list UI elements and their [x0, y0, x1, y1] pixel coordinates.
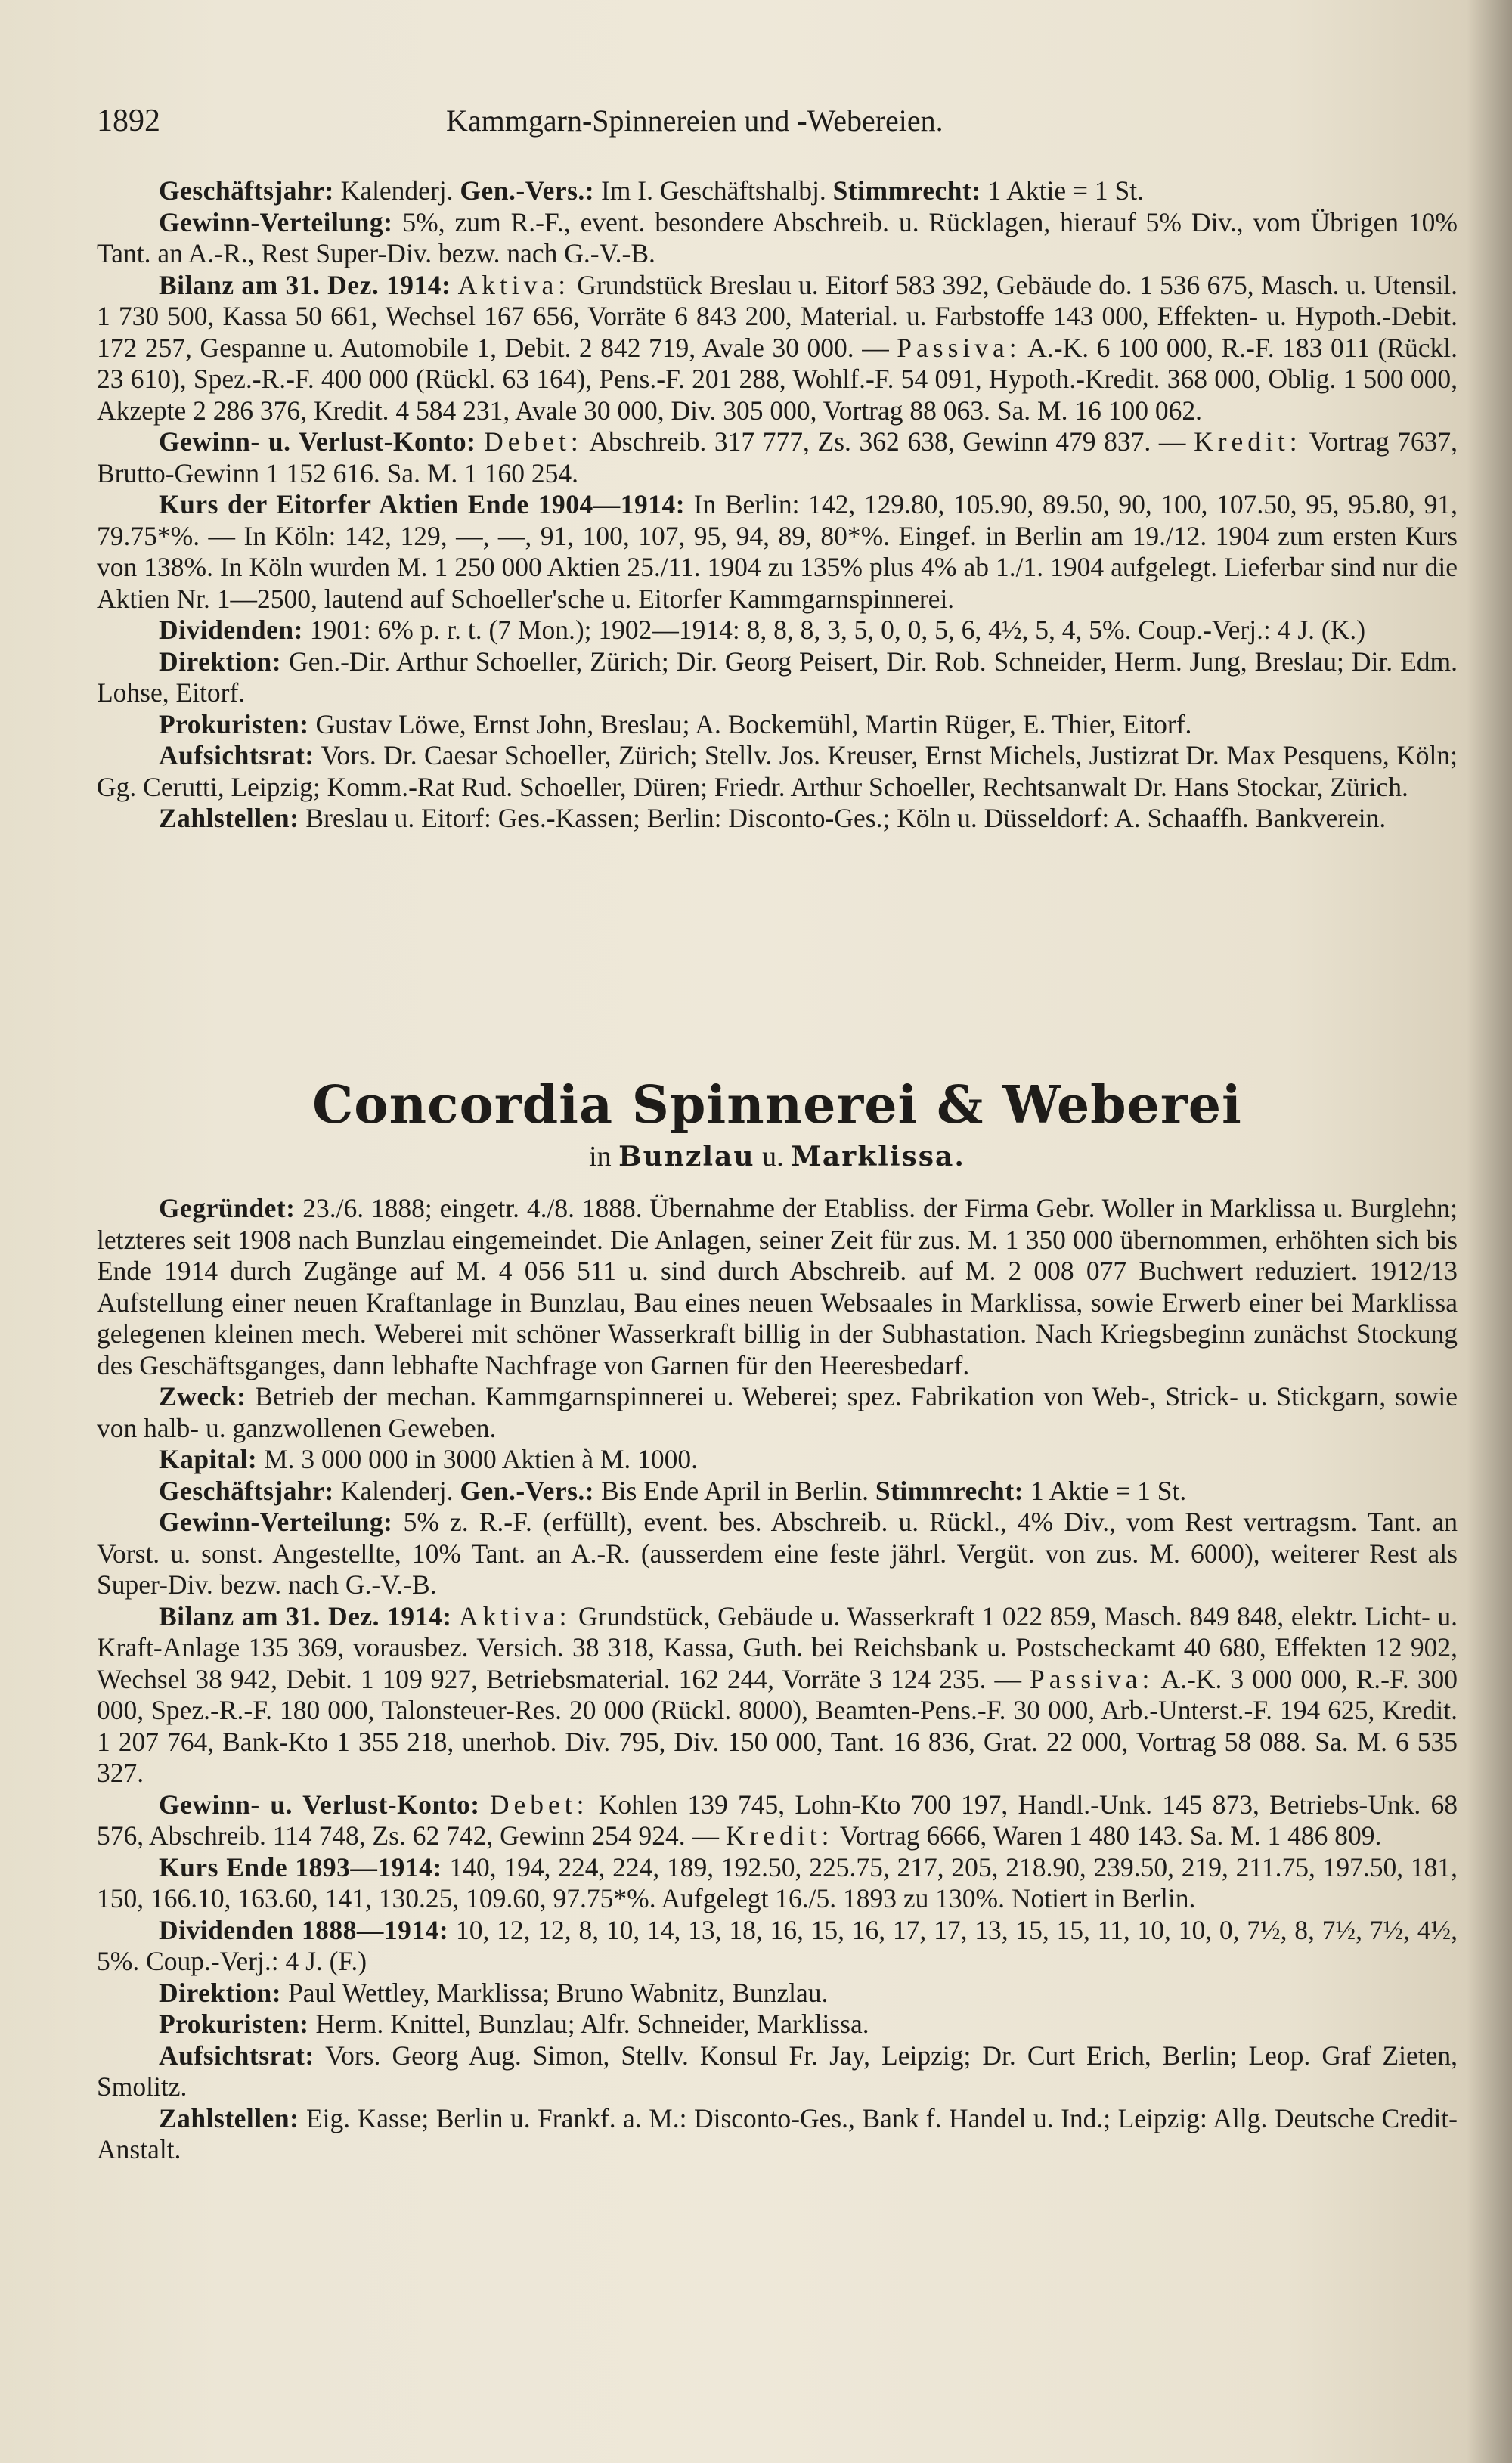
paragraph-kurs: Kurs der Eitorfer Aktien Ende 1904—1914: In Berlin: 142, 129.80, 105.90, 89.50, 90, 100, 107.50, 95, 95.80, 91, 79.75*%. — In Köln: 142, 129, —, —, 91, 100, 107, 95, 94, 89, 80*%. Eingef. in Berlin am 19./12. 1904 zum ersten Kurs von 138%. In Köln wurden M. 1 250 000 Aktien 25./11. 1904 zu 135% plus 4% ab 1./1. 1904 aufgelegt. Lieferbar sind nur die Aktien Nr. 1—2500, lautend auf Schoeller'sche u. Eitorfer Kammgarnspinnerei. [97, 489, 1458, 614]
paragraph-zahlstellen: Zahlstellen: Breslau u. Eitorf: Ges.-Kassen; Berlin: Disconto-Ges.; Köln u. Düsseldorf: A. Schaaffh. Bankverein. [159, 803, 1387, 833]
entry-concordia [97, 1073, 1458, 2166]
company-title: Concordia Spinnerei & Weberei [312, 1075, 1242, 1135]
paragraph-kapital: Kapital: M. 3 000 000 in 3000 Aktien à M. 1000. [159, 1444, 699, 1474]
paragraph-bilanz: Bilanz am 31. Dez. 1914: Aktiva: Grundstück, Gebäude u. Wasserkraft 1 022 859, Masch. 849 848, elektr. Licht- u. Kraft-Anlage 135 369, vorausbez. Versich. 38 318, Kassa, Guth. bei Reichsbank u. Postscheckamt 40 680, Effekten 12 902, Wechsel 38 942, Debit. 1 109 927, Betriebsmaterial. 162 244, Vorräte 3 124 235. — Passiva: A.-K. 3 000 000, R.-F. 300 000, Spez.-R.-F. 180 000, Talonsteuer-Res. 20 000 (Rückl. 8000), Beamten-Pens.-F. 30 000, Arb.-Unterst.-F. 194 625, Kredit. 1 207 764, Bank-Kto 1 355 218, unerhob. Div. 795, Div. 150 000, Tant. 16 836, Grat. 22 000, Vortrag 58 088. Sa. M. 6 535 327. [97, 1600, 1458, 1788]
label: Geschäftsjahr: [159, 175, 334, 206]
paragraph-kurs: Kurs Ende 1893—1914: 140, 194, 224, 224, 189, 192.50, 225.75, 217, 205, 218.90, 239.50, 219, 211.75, 197.50, 181, 150, 166.10, 163.60, 141, 130.25, 109.60, 97.75*%. Aufgelegt 16./5. 1893 zu 130%. Notiert in Berlin. [97, 1851, 1458, 1913]
paragraph-gegruendet: Gegründet: 23./6. 1888; eingetr. 4./8. 1888. Übernahme der Etabliss. der Firma Gebr. Woller in Marklissa u. Burglehn; letzteres seit 1908 nach Bunzlau eingemeindet. Die Anlagen, seiner Zeit für zus. M. 1 350 000 übernommen, erhöhten sich bis Ende 1914 durch Zugänge auf M. 4 056 511 u. sind durch Abschreib. auf M. 2 008 077 Buchwert reduziert. 1912/13 Aufstellung einer neuen Kraftanlage in Bunzlau, Bau eines neuen Websaales in Marklissa, sowie Erwerb einer bei Marklissa gelegenen kleinen mech. Weberei mit schöner Wasserkraft billig in der Subhastation. Nach Kriegsbeginn zunächst Stockung des Geschäftsganges, dann lebhafte Nachfrage von Garnen für den Heeresbedarf. [97, 1193, 1458, 1380]
paragraph-gewinn-verteilung: Gewinn-Verteilung: 5%, zum R.-F., event. besondere Abschreib. u. Rücklagen, hierauf 5% Div., vom Übrigen 10% Tant. an A.-R., Rest Super-Div. bezw. nach G.-V.-B. [97, 206, 1458, 268]
paragraph-direktion: Direktion: Paul Wettley, Marklissa; Bruno Wabnitz, Bunzlau. [159, 1977, 829, 2008]
running-title: Kammgarn-Spinnereien und -Webereien. [446, 104, 943, 138]
paragraph-prokuristen: Prokuristen: Gustav Löwe, Ernst John, Breslau; A. Bockemühl, Martin Rüger, E. Thier, Eitorf. [159, 708, 1192, 739]
paragraph-prokuristen: Prokuristen: Herm. Knittel, Bunzlau; Alfr. Schneider, Marklissa. [159, 2009, 869, 2039]
company-location: in Bunzlau u. Marklissa. [589, 1141, 965, 1173]
paragraph-geschaeftsjahr: Geschäftsjahr: Kalenderj. Gen.-Vers.: Bis Ende April in Berlin. Stimmrecht: 1 Aktie = 1 St. [159, 1475, 1187, 1506]
paragraph-guv: Gewinn- u. Verlust-Konto: Debet: Kohlen 139 745, Lohn-Kto 700 197, Handl.-Unk. 145 873, Betriebs-Unk. 68 576, Abschreib. 114 748, Zs. 62 742, Gewinn 254 924. — Kredit: Vortrag 6666, Waren 1 480 143. Sa. M. 1 486 809. [97, 1789, 1458, 1851]
page-number: 1892 [97, 104, 160, 138]
paragraph-zweck: Zweck: Betrieb der mechan. Kammgarnspinnerei u. Weberei; spez. Fabrikation von Web-, Strick- u. Stickgarn, sowie von halb- u. ganzwollenen Geweben. [97, 1381, 1458, 1443]
paragraph-direktion: Direktion: Gen.-Dir. Arthur Schoeller, Zürich; Dir. Georg Peisert, Dir. Rob. Schneider, Herm. Jung, Breslau; Dir. Edm. Lohse, Eitorf. [97, 646, 1458, 708]
paragraph-zahlstellen: Zahlstellen: Eig. Kasse; Berlin u. Frankf. a. M.: Disconto-Ges., Bank f. Handel u. Ind.; Leipzig: Allg. Deutsche Credit-Anstalt. [97, 2102, 1458, 2164]
paragraph-bilanz: Bilanz am 31. Dez. 1914: Aktiva: Grundstück Breslau u. Eitorf 583 392, Gebäude do. 1 536 675, Masch. u. Utensil. 1 730 500, Kassa 50 661, Wechsel 167 656, Vorräte 6 843 200, Material. u. Farbstoffe 143 000, Effekten- u. Hypoth.-Debit. 172 257, Gespanne u. Automobile 1, Debit. 2 842 719, Avale 30 000. — Passiva: A.-K. 6 100 000, R.-F. 183 011 (Rückl. 23 610), Spez.-R.-F. 400 000 (Rückl. 63 164), Pens.-F. 201 288, Wohlf.-F. 54 091, Hypoth.-Kredit. 368 000, Oblig. 1 500 000, Akzepte 2 286 376, Kredit. 4 584 231, Avale 30 000, Div. 305 000, Vortrag 88 063. Sa. M. 16 100 062. [97, 269, 1458, 426]
paragraph-aufsichtsrat: Aufsichtsrat: Vors. Georg Aug. Simon, Stellv. Konsul Fr. Jay, Leipzig; Dr. Curt Erich, Berlin; Leop. Graf Zieten, Smolitz. [97, 2040, 1458, 2102]
page-header [97, 98, 1412, 144]
paragraph-aufsichtsrat: Aufsichtsrat: Vors. Dr. Caesar Schoeller, Zürich; Stellv. Jos. Kreuser, Ernst Michels, Justizrat Dr. Max Pesquens, Köln; Gg. Cerutti, Leipzig; Komm.-Rat Rud. Schoeller, Düren; Friedr. Arthur Schoeller, Rechtsanwalt Dr. Hans Stockar, Zürich. [97, 740, 1458, 802]
paragraph-dividenden: Dividenden 1888—1914: 10, 12, 12, 8, 10, 14, 13, 18, 16, 15, 16, 17, 17, 13, 15, 15, 11, 10, 10, 0, 7½, 8, 7½, 7½, 4½, 5%. Coup.-Verj.: 4 J. (F.) [97, 1914, 1458, 1976]
paragraph-gewinn-verteilung: Gewinn-Verteilung: 5% z. R.-F. (erfüllt), event. bes. Abschreib. u. Rückl., 4% Div., vom Rest vertragsm. Tant. an Vorst. u. sonst. Angestellte, 10% Tant. an A.-R. (ausserdem eine feste jährl. Vergüt. von zus. M. 6000), weiterer Rest als Super-Div. bezw. nach G.-V.-B. [97, 1507, 1458, 1600]
paragraph-dividenden: Dividenden: 1901: 6% p. r. t. (7 Mon.); 1902—1914: 8, 8, 8, 3, 5, 0, 0, 5, 6, 4½, 5, 4, 5%. Coup.-Verj.: 4 J. (K.) [159, 615, 1366, 645]
entry-kammgarn-eitorf [97, 175, 1458, 835]
paragraph-guv: Gewinn- u. Verlust-Konto: Debet: Abschreib. 317 777, Zs. 362 638, Gewinn 479 837. — Kredit: Vortrag 7637, Brutto-Gewinn 1 152 616. Sa. M. 1 160 254. [97, 426, 1458, 488]
paragraph-geschaeftsjahr: Geschäftsjahr: Kalenderj. Gen.-Vers.: Im I. Geschäftshalbj. Stimmrecht: 1 Aktie = 1 St. [159, 175, 1144, 206]
